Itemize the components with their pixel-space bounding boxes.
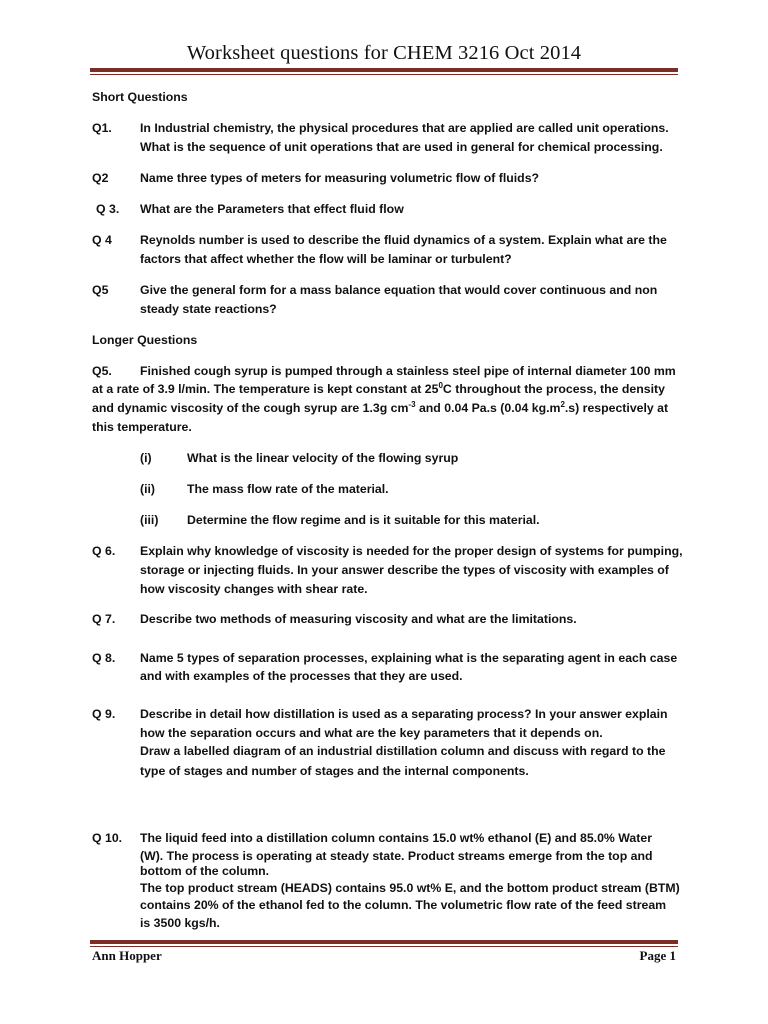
q9-line-2: how the separation occurs and what are the key parameters that it depends on. xyxy=(140,726,603,740)
page-title: Worksheet questions for CHEM 3216 Oct 2014 xyxy=(186,42,582,64)
q6-line-1: Explain why knowledge of viscosity is needed for the proper design of systems for pumping, xyxy=(140,544,683,558)
q5-sub-ii-text: The mass flow rate of the material. xyxy=(187,482,389,496)
q5-sub-ii-label: (ii) xyxy=(140,482,156,496)
q10-line-3: bottom of the column. xyxy=(140,864,270,878)
header-rule-thick xyxy=(90,68,678,72)
q1-line-1: In Industrial chemistry, the physical procedures that are applied are called unit operations. xyxy=(140,121,669,135)
q5-short-line-1: Give the general form for a mass balance equation that would cover continuous and non xyxy=(140,283,658,297)
q5-long-line-2: at a rate of 3.9 l/min. The temperature is kept constant at $25^0C$ throughout the process, the density xyxy=(92,380,665,396)
q10-number: Q 10. xyxy=(92,831,123,845)
footer-rule-thin xyxy=(90,946,678,947)
q9-line-3: Draw a labelled diagram of an industrial distillation column and discuss with regard to the xyxy=(140,744,666,758)
q7-number: Q 7. xyxy=(92,612,116,626)
q3-number: Q 3. xyxy=(96,202,120,216)
q2-line-1: Name three types of meters for measuring volumetric flow of fluids? xyxy=(140,171,540,185)
q6-line-3: how viscosity changes with shear rate. xyxy=(140,582,368,596)
q5-short-number: Q5 xyxy=(92,283,109,297)
q6-number: Q 6. xyxy=(92,544,116,558)
q10-line-4: The top product stream (HEADS) contains 95.0 wt% E, and the bottom product stream (BTM) xyxy=(140,881,680,895)
q5-short-line-2: steady state reactions? xyxy=(140,302,277,316)
q5-sub-i-label: (i) xyxy=(140,451,152,465)
footer-author: Ann Hopper xyxy=(92,948,162,963)
q5-sub-iii-text: Determine the flow regime and is it suitable for this material. xyxy=(187,513,540,527)
q2-number: Q2 xyxy=(92,171,109,185)
footer-page-number: Page 1 xyxy=(639,948,676,963)
q9-line-4: type of stages and number of stages and the internal components. xyxy=(140,764,529,778)
q10-line-6: is 3500 kgs/h. xyxy=(140,916,220,930)
q5-long-number: Q5. xyxy=(92,364,112,378)
short-questions-heading: Short Questions xyxy=(92,90,188,104)
q8-line-1: Name 5 types of separation processes, explaining what is the separating agent in each case xyxy=(140,651,678,665)
q7-line-1: Describe two methods of measuring viscosity and what are the limitations. xyxy=(140,612,577,626)
q4-line-2: factors that affect whether the flow will be laminar or turbulent? xyxy=(140,252,512,266)
q4-number: Q 4 xyxy=(92,233,112,247)
longer-questions-heading: Longer Questions xyxy=(92,333,198,347)
q5-long-line-4: this temperature. xyxy=(92,420,192,434)
footer-rule-thick xyxy=(90,940,678,944)
q8-line-2: and with examples of the processes that they are used. xyxy=(140,669,463,683)
q10-line-5: contains 20% of the ethanol fed to the column. The volumetric flow rate of the feed stream xyxy=(140,898,667,912)
q8-number: Q 8. xyxy=(92,651,116,665)
q10-line-2: (W). The process is operating at steady state. Product streams emerge from the top and xyxy=(140,849,653,863)
q9-line-1: Describe in detail how distillation is used as a separating process? In your answer explain xyxy=(140,707,668,721)
q4-line-1: Reynolds number is used to describe the fluid dynamics of a system. Explain what are the xyxy=(140,233,667,247)
q1-line-2: What is the sequence of unit operations that are used in general for chemical processing. xyxy=(140,140,663,154)
q9-number: Q 9. xyxy=(92,707,116,721)
q5-sub-i-text: What is the linear velocity of the flowing syrup xyxy=(187,451,459,465)
q6-line-2: storage or injecting fluids. In your answer describe the types of viscosity with examples of xyxy=(140,563,669,577)
q5-long-line-1: Finished cough syrup is pumped through a stainless steel pipe of internal diameter 100 mm xyxy=(140,364,676,378)
q5-long-line-3: and dynamic viscosity of the cough syrup are 1.3g $cm^{-3}$ and 0.04 Pa.s (0.04 $kg.m^2.s$) respectively at xyxy=(92,399,669,415)
header-rule-thin xyxy=(90,74,678,75)
q3-line-1: What are the Parameters that effect fluid flow xyxy=(140,202,404,216)
q5-sub-iii-label: (iii) xyxy=(140,513,159,527)
q10-line-1: The liquid feed into a distillation column contains 15.0 wt% ethanol (E) and 85.0% Water xyxy=(140,831,652,845)
q1-number: Q1. xyxy=(92,121,112,135)
